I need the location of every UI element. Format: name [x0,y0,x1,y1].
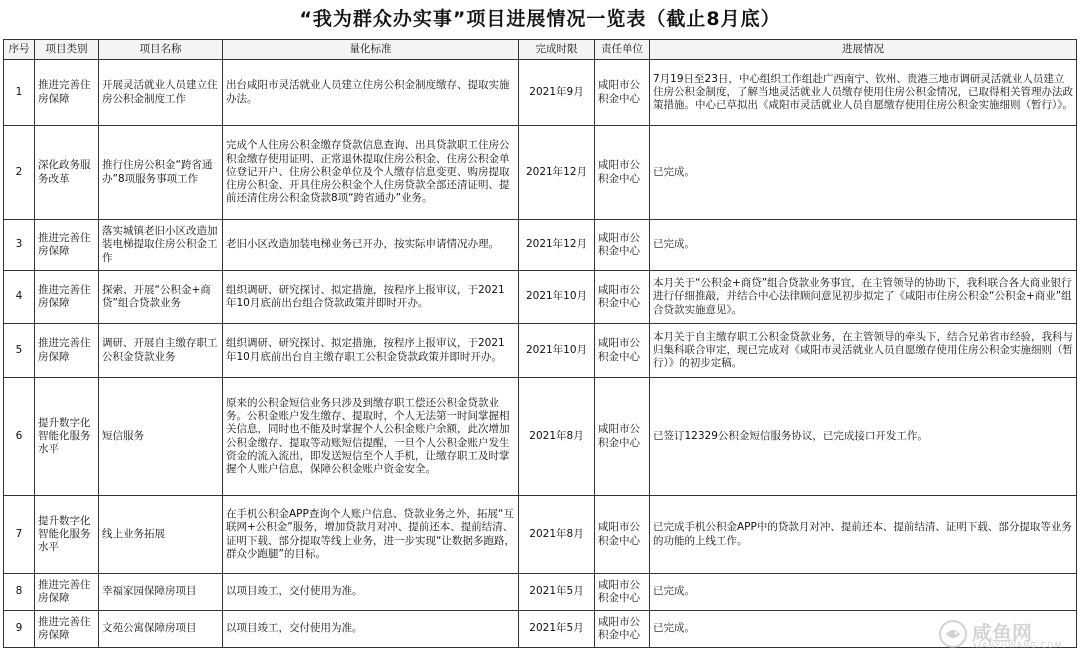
cell-standard: 组织调研、研究探讨、拟定措施，按程序上报审议，于2021年10月底前出台组合贷款政策并即时开办。 [223,271,519,324]
header-unit: 责任单位 [595,40,650,60]
cell-category: 提升数字化智能化服务水平 [35,378,99,496]
cell-standard: 组织调研、研究探讨、拟定措施，按程序上报审议，于2021年10月底前出台自主缴存职工公积金贷款政策并即时开办。 [223,324,519,378]
header-name: 项目名称 [99,40,223,60]
table-row [4,378,1077,496]
cell-name: 文苑公寓保障房项目 [99,611,223,648]
cell-standard: 老旧小区改造加装电梯业务已开办，按实际申请情况办理。 [223,220,519,271]
header-standard: 量化标准 [223,40,519,60]
cell-deadline: 2021年12月 [519,220,595,271]
cell-unit: 咸阳市公积金中心 [595,324,650,378]
cell-progress: 已签订12329公积金短信服务协议，已完成接口开发工作。 [650,378,1077,496]
cell-progress: 已完成。 [650,574,1077,611]
header-deadline: 完成时限 [519,40,595,60]
cell-no: 9 [4,611,35,648]
cell-standard: 完成个人住房公积金缴存贷款信息查询、出具贷款职工住房公积金缴存使用证明、正常退休提取住房公积金、住房公积金单位登记开户、住房公积金单位及个人缴存信息变更、购房提取住房公积金、开具住房公积金个人住房贷款全部还清证明、提前还清住房公积金贷款8项“跨省通办”业务。 [223,126,519,220]
cell-category: 推进完善住房保障 [35,574,99,611]
cell-deadline: 2021年8月 [519,496,595,574]
cell-progress: 已完成。 [650,611,1077,648]
cell-category: 提升数字化智能化服务水平 [35,496,99,574]
table-row [4,324,1077,378]
cell-standard: 在手机公积金APP查询个人账户信息、贷款业务之外，拓展“互联网+公积金”服务，增加贷款月对冲、提前还本、提前结清、证明下载、部分提取等线上业务，进一步实现“让数据多跑路，群众少跑腿”的目标。 [223,496,519,574]
cell-deadline: 2021年5月 [519,574,595,611]
cell-progress: 已完成。 [650,220,1077,271]
watermark-text: 咸鱼网 [972,621,1032,645]
cell-no: 1 [4,60,35,126]
cell-deadline: 2021年5月 [519,611,595,648]
cell-progress: 7月19日至23日，中心组织工作组赴广西南宁、钦州、贵港三地市调研灵活就业人员建立住房公积金制度，了解当地灵活就业人员缴存使用住房公积金情况，已取得相关管理办法政策措施。中心已草拟出《咸阳市灵活就业人员自愿缴存使用住房公积金实施细则（暂行）》。 [650,60,1077,126]
cell-no: 4 [4,271,35,324]
cell-standard: 以项目竣工，交付使用为准。 [223,611,519,648]
cell-no: 3 [4,220,35,271]
cell-no: 7 [4,496,35,574]
watermark-subtext: XIANYUWANG.COM [972,641,1063,650]
cell-unit: 咸阳市公积金中心 [595,271,650,324]
table-row [4,611,1077,648]
cell-name: 落实城镇老旧小区改造加装电梯提取住房公积金工作 [99,220,223,271]
table-row [4,220,1077,271]
watermark [938,615,1068,655]
cell-name: 推行住房公积金“跨省通办”8项服务事项工作 [99,126,223,220]
cell-progress: 已完成。 [650,126,1077,220]
cell-standard: 出台咸阳市灵活就业人员建立住房公积金制度缴存、提取实施办法。 [223,60,519,126]
table-header-row [4,40,1077,60]
cell-unit: 咸阳市公积金中心 [595,574,650,611]
header-progress: 进展情况 [650,40,1077,60]
cell-no: 8 [4,574,35,611]
cell-name: 线上业务拓展 [99,496,223,574]
cell-deadline: 2021年9月 [519,60,595,126]
cell-category: 推进完善住房保障 [35,611,99,648]
cell-progress: 已完成手机公积金APP中的贷款月对冲、提前还本、提前结清、证明下载、部分提取等业务的功能的上线工作。 [650,496,1077,574]
cell-progress: 本月关于“公积金+商贷”组合贷款业务事宜，在主管领导的协助下，我科联合各大商业银行进行仔细推敲，并结合中心法律顾问意见初步拟定了《咸阳市住房公积金“公积金+商业”组合贷款实施意见》。 [650,271,1077,324]
cell-category: 推进完善住房保障 [35,60,99,126]
cell-no: 5 [4,324,35,378]
cell-name: 短信服务 [99,378,223,496]
table-row [4,574,1077,611]
cell-unit: 咸阳市公积金中心 [595,611,650,648]
cell-unit: 咸阳市公积金中心 [595,60,650,126]
cell-category: 推进完善住房保障 [35,271,99,324]
table-row [4,126,1077,220]
cell-unit: 咸阳市公积金中心 [595,126,650,220]
cell-unit: 咸阳市公积金中心 [595,496,650,574]
cell-no: 6 [4,378,35,496]
cell-standard: 以项目竣工，交付使用为准。 [223,574,519,611]
cell-unit: 咸阳市公积金中心 [595,378,650,496]
cell-name: 幸福家园保障房项目 [99,574,223,611]
cell-name: 调研、开展自主缴存职工公积金贷款业务 [99,324,223,378]
cell-deadline: 2021年10月 [519,271,595,324]
header-category: 项目类别 [35,40,99,60]
table-row [4,496,1077,574]
cell-standard: 原来的公积金短信业务只涉及到缴存职工偿还公积金贷款业务。公积金账户发生缴存、提取时，个人无法第一时间掌握相关信息，同时也不能及时掌握个人公积金账户余额，此次增加公积金缴存、提取等动账短信提醒，一旦个人公积金账户发生资金的流入流出，即发送短信至个人手机，让缴存职工及时掌握个人账户信息，保障公积金账户资金安全。 [223,378,519,496]
cell-deadline: 2021年8月 [519,378,595,496]
header-no: 序号 [4,40,35,60]
cell-name: 开展灵活就业人员建立住房公积金制度工作 [99,60,223,126]
cell-category: 推进完善住房保障 [35,220,99,271]
cell-name: 探索、开展“公积金+商贷”组合贷款业务 [99,271,223,324]
cell-unit: 咸阳市公积金中心 [595,220,650,271]
fish-logo-icon [938,619,968,649]
table-row [4,271,1077,324]
table-row [4,60,1077,126]
cell-deadline: 2021年10月 [519,324,595,378]
cell-no: 2 [4,126,35,220]
page-title: “我为群众办实事”项目进展情况一览表（截止8月底） [299,8,781,30]
cell-deadline: 2021年12月 [519,126,595,220]
cell-category: 深化政务服务改革 [35,126,99,220]
cell-category: 推进完善住房保障 [35,324,99,378]
progress-table [3,39,1077,648]
cell-progress: 本月关于自主缴存职工公积金贷款业务，在主管领导的牵头下，结合兄弟省市经验，我科与归集科联合审定，现已完成对《咸阳市灵活就业人员自愿缴存使用住房公积金实施细则（暂行）》的初步定稿。 [650,324,1077,378]
